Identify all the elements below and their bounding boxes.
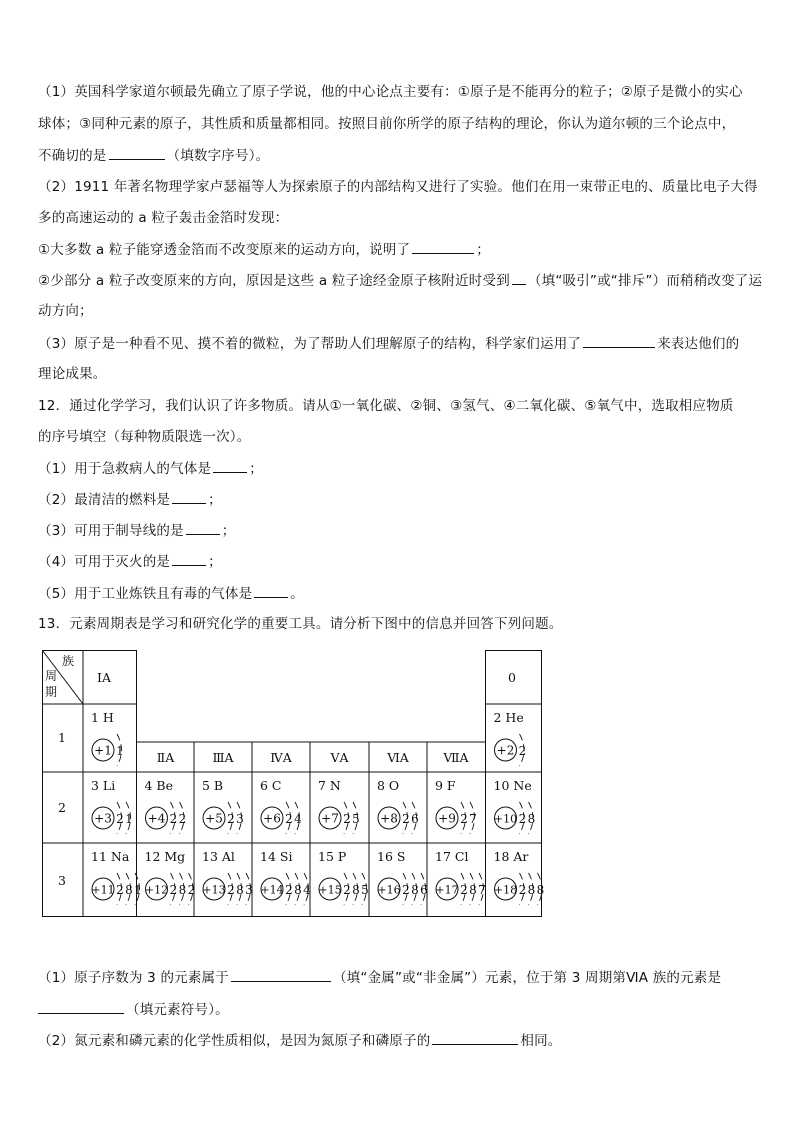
q11-p1-text: 不确切的是	[38, 148, 107, 164]
q11-p3-line2: 理论成果。	[38, 366, 107, 382]
q13-a1-line2	[38, 1000, 229, 1019]
nucleus-charge: +13	[202, 883, 226, 897]
nucleus-charge: +8	[380, 811, 398, 826]
element-symbol: 15 P	[318, 849, 347, 864]
electron-count: 8	[527, 883, 536, 897]
q12-period: 。	[290, 586, 304, 602]
electron-count: 2	[285, 883, 293, 897]
answer-blank[interactable]	[172, 552, 206, 566]
q13-line1: 13．元素周期表是学习和研究化学的重要工具。请分析下图中的信息并回答下列问题。	[38, 616, 563, 632]
electron-count: 8	[236, 883, 244, 897]
group-label-VA: ⅤA	[330, 750, 349, 765]
corner-period-label: 周	[45, 669, 58, 683]
nucleus-charge: +5	[205, 811, 223, 826]
q13-a1-text: （1）原子序数为 3 的元素属于	[38, 970, 229, 986]
period-label-2: 2	[58, 800, 66, 815]
electron-count: 3	[236, 812, 244, 826]
electron-count: 8	[125, 883, 133, 897]
group-label-VIIA: ⅦA	[443, 750, 469, 765]
nucleus-charge: +6	[263, 811, 281, 826]
q11-p3-line1	[38, 334, 739, 353]
electron-count: 1	[134, 883, 142, 897]
q12-item1	[38, 459, 263, 478]
answer-blank[interactable]	[186, 521, 220, 535]
q12-item5	[38, 584, 304, 603]
answer-blank[interactable]	[38, 1000, 124, 1014]
electron-count: 6	[411, 812, 419, 826]
q13-a1-text-tail: （填“金属”或“非金属”）元素，位于第 3 周期第ⅥA 族的元素是	[332, 970, 722, 986]
answer-blank[interactable]	[254, 584, 288, 598]
element-symbol: 2 He	[493, 710, 524, 725]
q12-semi: ；	[249, 461, 263, 477]
element-symbol: 3 Li	[91, 778, 116, 793]
electron-count: 2	[343, 812, 351, 826]
element-symbol: 1 H	[91, 710, 114, 725]
answer-blank[interactable]	[109, 146, 165, 160]
electron-count: 1	[116, 744, 124, 758]
electron-count: 2	[227, 812, 235, 826]
electron-count: 8	[411, 883, 419, 897]
element-symbol: 8 O	[377, 778, 400, 793]
answer-blank[interactable]	[213, 459, 247, 473]
element-symbol: 11 Na	[91, 849, 130, 864]
electron-count: 3	[245, 883, 253, 897]
q11-p2-line5: 动方向；	[38, 303, 93, 319]
q11-p2-text: ②少部分 a 粒子改变原来的方向，原因是这些 a 粒子途经金原子核附近时受到	[38, 273, 510, 289]
q12-item3	[38, 521, 236, 540]
q12-item-text: （5）用于工业炼铁且有毒的气体是	[38, 586, 253, 602]
electron-count: 5	[352, 812, 360, 826]
element-symbol: 10 Ne	[493, 778, 532, 793]
q12-semi: ；	[208, 554, 222, 570]
electron-count: 8	[469, 883, 477, 897]
element-symbol: 5 B	[202, 778, 224, 793]
electron-count: 8	[294, 883, 302, 897]
electron-count: 2	[402, 883, 410, 897]
answer-blank[interactable]	[231, 968, 331, 982]
q11-p1-hint: （填数字序号）。	[166, 148, 270, 164]
period-label-1: 1	[58, 730, 66, 745]
nucleus-charge: +14	[260, 883, 284, 897]
q12-line1: 12．通过化学学习，我们认识了许多物质。请从①一氧化碳、②铜、③氢气、④二氧化碳、⑤氧气中，选取相应物质	[38, 398, 734, 414]
answer-blank[interactable]	[512, 271, 526, 285]
electron-count: 4	[303, 883, 311, 897]
q11-p1-line2: 球体；③同种元素的原子，其性质和质量都相同。按照目前你所学的原子结构的理论，你认为道尔顿的三个论点中，	[38, 116, 736, 132]
electron-count: 4	[294, 812, 302, 826]
electron-count: 8	[178, 883, 187, 897]
electron-count: 8	[536, 883, 545, 897]
electron-count: 6	[420, 883, 428, 897]
element-symbol: 14 Si	[260, 849, 293, 864]
nucleus-charge: +17	[435, 883, 459, 897]
q11-p2-hint: （填“吸引”或“排斥”）而稍稍改变了运	[527, 273, 763, 289]
electron-count: 8	[527, 812, 536, 826]
nucleus-charge: +1	[94, 743, 112, 758]
q12-semi: ；	[221, 523, 236, 539]
nucleus-charge: +12	[144, 883, 169, 897]
period-label-3: 3	[58, 873, 66, 888]
q13-a1-hint: （填元素符号）。	[126, 1002, 229, 1018]
q11-p2-semi: ；	[476, 242, 490, 258]
group-label-IVA: ⅣA	[270, 750, 292, 765]
electron-count: 2	[343, 883, 351, 897]
answer-blank[interactable]	[432, 1031, 518, 1045]
q13-a1-line1	[38, 968, 721, 987]
electron-count: 2	[116, 812, 124, 826]
electron-count: 2	[285, 812, 293, 826]
periodic-table	[42, 650, 545, 917]
nucleus-charge: +11	[91, 883, 115, 897]
group-label-IIA: ⅡA	[156, 750, 175, 765]
nucleus-charge: +3	[94, 811, 112, 826]
q12-item-text: （3）可用于制导线的是	[38, 523, 184, 539]
element-symbol: 12 Mg	[144, 849, 186, 864]
nucleus-charge: +15	[318, 883, 342, 897]
q12-item2	[38, 490, 222, 509]
electron-count: 2	[187, 883, 196, 897]
nucleus-charge: +4	[147, 811, 166, 826]
electron-count: 2	[402, 812, 410, 826]
element-symbol: 16 S	[377, 849, 406, 864]
electron-count: 2	[227, 883, 235, 897]
electron-count: 2	[169, 883, 178, 897]
element-symbol: 13 Al	[202, 849, 235, 864]
corner-period-label: 期	[45, 685, 58, 699]
q12-item4	[38, 552, 222, 571]
electron-count: 2	[518, 883, 527, 897]
electron-count: 2	[460, 812, 468, 826]
q11-p2-line4	[38, 271, 762, 290]
q11-p3-text: （3）原子是一种看不见、摸不着的微粒，为了帮助人们理解原子的结构，科学家们运用了	[38, 336, 582, 352]
electron-count: 5	[361, 883, 369, 897]
element-symbol: 4 Be	[144, 778, 174, 793]
electron-count: 2	[518, 812, 527, 826]
nucleus-charge: +10	[493, 812, 518, 826]
element-symbol: 9 F	[435, 778, 456, 793]
q11-p1-line1: （1）英国科学家道尔顿最先确立了原子学说，他的中心论点主要有：①原子是不能再分的粒子；②原子是微小的实心	[38, 84, 743, 100]
q12-line2: 的序号填空（每种物质限选一次）。	[38, 429, 251, 445]
electron-count: 2	[460, 883, 468, 897]
q12-item-text: （1）用于急救病人的气体是	[38, 461, 212, 477]
periodic-table-grid	[42, 650, 545, 917]
electron-count: 8	[352, 883, 360, 897]
q11-p2-line2: 多的高速运动的 a 粒子轰击金箔时发现：	[38, 210, 289, 226]
group-label-VIA: ⅥA	[387, 750, 409, 765]
corner-group-label: 族	[62, 654, 75, 668]
q13-a2-text: （2）氮元素和磷元素的化学性质相似，是因为氮原子和磷原子的	[38, 1033, 431, 1049]
q13-a2-line1	[38, 1031, 562, 1050]
electron-count: 2	[169, 812, 178, 826]
q11-p2-line1: （2）1911 年著名物理学家卢瑟福等人为探索原子的内部结构又进行了实验。他们在用一束带正电的、质量比电子大得	[38, 179, 758, 195]
answer-blank[interactable]	[412, 240, 474, 254]
answer-blank[interactable]	[583, 334, 655, 348]
q12-item-text: （2）最清洁的燃料是	[38, 492, 171, 508]
q11-p1-line3	[38, 146, 269, 165]
electron-count: 2	[518, 744, 527, 758]
group-label-IIIA: ⅢA	[212, 750, 234, 765]
electron-count: 1	[125, 812, 133, 826]
electron-count: 2	[178, 812, 187, 826]
q13-a2-text-tail: 相同。	[520, 1033, 562, 1049]
nucleus-charge: +18	[493, 883, 518, 897]
q11-p2-text: ①大多数 a 粒子能穿透金箔而不改变原来的运动方向，说明了	[38, 242, 411, 258]
nucleus-charge: +16	[377, 883, 401, 897]
nucleus-charge: +7	[321, 811, 339, 826]
q11-p3-text-tail: 来表达他们的	[657, 336, 740, 352]
group-label-0: 0	[508, 670, 516, 685]
nucleus-charge: +2	[496, 743, 515, 758]
element-symbol: 6 C	[260, 778, 282, 793]
nucleus-charge: +9	[438, 811, 456, 826]
electron-count: 2	[116, 883, 124, 897]
group-label-IA: ⅠA	[97, 670, 111, 685]
element-symbol: 17 Cl	[435, 849, 469, 864]
q12-item-text: （4）可用于灭火的是	[38, 554, 171, 570]
element-symbol: 18 Ar	[493, 849, 529, 864]
electron-count: 7	[469, 812, 477, 826]
element-symbol: 7 N	[318, 778, 341, 793]
q11-p2-line3	[38, 240, 490, 259]
q12-semi: ；	[208, 492, 222, 508]
answer-blank[interactable]	[172, 490, 206, 504]
electron-count: 7	[478, 883, 486, 897]
